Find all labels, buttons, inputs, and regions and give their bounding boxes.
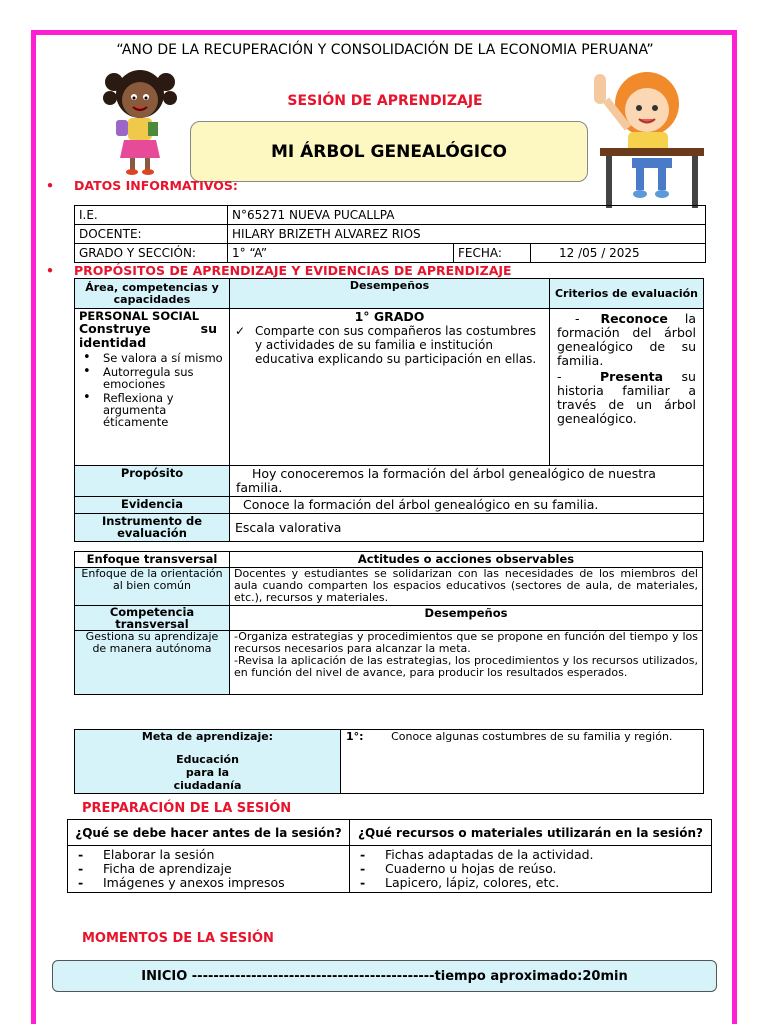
meta-grado: 1°: — [346, 730, 364, 743]
col-actitudes: Actitudes o acciones observables — [230, 552, 703, 568]
inicio-banner: INICIO ---------------------------------------------tiempo aproximado:20min — [52, 960, 717, 992]
criterios-cell — [550, 309, 704, 466]
criterio-1: - Reconoce la formación del árbol genealógico de su familia. — [557, 311, 696, 368]
meta-label: Meta de aprendizaje: — [141, 730, 274, 743]
col-criterios: Criterios de evaluación — [550, 279, 704, 309]
recursos-cell — [350, 846, 712, 893]
area-name: PERSONAL SOCIAL — [79, 309, 200, 323]
list-item: • Se valora a sí mismo — [79, 352, 225, 364]
col-recursos: ¿Qué recursos o materiales utilizarán en la sesión? — [350, 820, 712, 846]
docente-label: DOCENTE: — [75, 225, 228, 244]
list-item: - Ficha de aprendizaje — [78, 861, 232, 876]
list-item: - Imágenes y anexos impresos — [78, 875, 285, 890]
desempeno-item — [235, 324, 544, 366]
momentos-title: MOMENTOS DE LA SESIÓN — [82, 931, 274, 946]
area-cell — [75, 309, 230, 466]
docente-value: HILARY BRIZETH ALVAREZ RIOS — [228, 225, 706, 244]
girl-at-desk-illustration — [592, 66, 712, 216]
instrumento-value: Escala valorativa — [230, 514, 704, 542]
ie-label: I.E. — [75, 206, 228, 225]
propositos-heading: • PROPÓSITOS DE APRENDIZAJE Y EVIDENCIAS DE APRENDIZAJE — [46, 263, 512, 278]
list-item: • Autorregula sus emociones — [79, 366, 225, 390]
enfoque-value: Enfoque de la orientación al bien común — [75, 568, 230, 606]
col-desempenos-transversal: Desempeños — [230, 606, 703, 631]
competencia-value: Gestiona su aprendizaje de manera autónoma — [75, 631, 230, 695]
list-item: • Reflexiona y argumenta éticamente — [79, 392, 225, 428]
evidencia-label: Evidencia — [75, 497, 230, 514]
meta-text: Conoce algunas costumbres de su familia y región. — [391, 730, 673, 743]
checkmark-icon: ✓ — [235, 324, 246, 338]
antes-cell — [68, 846, 350, 893]
datos-heading: • DATOS INFORMATIVOS: — [46, 178, 238, 193]
meta-cell — [75, 730, 341, 794]
meta-table — [74, 729, 704, 794]
col-area: Área, competencias y capacidades — [75, 279, 230, 309]
fecha-label: FECHA: — [454, 244, 531, 263]
grado-value: 1° “A” — [228, 244, 454, 263]
national-motto: “ANO DE LA RECUPERACIÓN Y CONSOLIDACIÓN DE LA ECONOMIA PERUANA” — [116, 42, 654, 58]
col-enfoque: Enfoque transversal — [75, 552, 230, 568]
preparacion-table — [67, 819, 712, 893]
enfoque-table — [74, 551, 703, 695]
list-item: - Lapicero, lápiz, colores, etc. — [360, 875, 560, 890]
proposito-label: Propósito — [75, 466, 230, 497]
info-table — [74, 205, 706, 263]
meta-area: Educación para la ciudadanía — [173, 753, 242, 792]
competencia-name: Construye su identidad — [79, 321, 217, 350]
grado-label: 1° GRADO — [354, 309, 425, 324]
desempeno-text: Comparte con sus compañeros las costumbres y actividades de su familia e institución educativa explicando su participación en ellas. — [255, 324, 537, 366]
ie-value: N°65271 NUEVA PUCALLPA — [228, 206, 706, 225]
antes-list — [78, 848, 339, 890]
grado-label: GRADO Y SECCIÓN: — [75, 244, 228, 263]
preparacion-title: PREPARACIÓN DE LA SESIÓN — [82, 801, 292, 816]
transversal-desempenos — [230, 631, 703, 695]
evidencia-value: Conoce la formación del árbol genealógico en su familia. — [230, 497, 704, 514]
col-competencia: Competencia transversal — [75, 606, 230, 631]
topic-title: MI ÁRBOL GENEALÓGICO — [190, 121, 588, 182]
meta-text-cell — [341, 730, 704, 794]
list-item: - Cuaderno u hojas de reúso. — [360, 861, 557, 876]
proposito-value: Hoy conoceremos la formación del árbol genealógico de nuestra familia. — [230, 466, 704, 497]
fecha-value: 12 /05 / 2025 — [531, 244, 706, 263]
desempeno-transversal-1: -Organiza estrategias y procedimientos que se propone en función del tiempo y los recursos necesarios para alcanzar la meta. — [234, 630, 698, 655]
propositos-table — [74, 278, 704, 542]
col-desempenos: Desempeños — [230, 279, 550, 309]
instrumento-label: Instrumento de evaluación — [75, 514, 230, 542]
desempeno-transversal-2: -Revisa la aplicación de las estrategias, los procedimientos y los recursos utilizados, en función del nivel de avance, para producir los resultados esperados. — [234, 654, 698, 679]
criterio-2: - Presenta su historia familiar a través de un árbol genealógico. — [557, 369, 696, 426]
session-title: SESIÓN DE APRENDIZAJE — [287, 93, 483, 109]
col-antes: ¿Qué se debe hacer antes de la sesión? — [68, 820, 350, 846]
desempenos-cell — [230, 309, 550, 466]
list-item: - Fichas adaptadas de la actividad. — [360, 847, 594, 862]
list-item: - Elaborar la sesión — [78, 847, 215, 862]
capacidades-list — [79, 352, 225, 428]
recursos-list — [360, 848, 701, 890]
girl-with-books-illustration — [100, 62, 180, 180]
actitudes-value: Docentes y estudiantes se solidarizan con las necesidades de los miembros del aula cuando comparten los espacios educativos (sectores de aula, de materiales, etc.), recursos y materiales. — [230, 568, 703, 606]
